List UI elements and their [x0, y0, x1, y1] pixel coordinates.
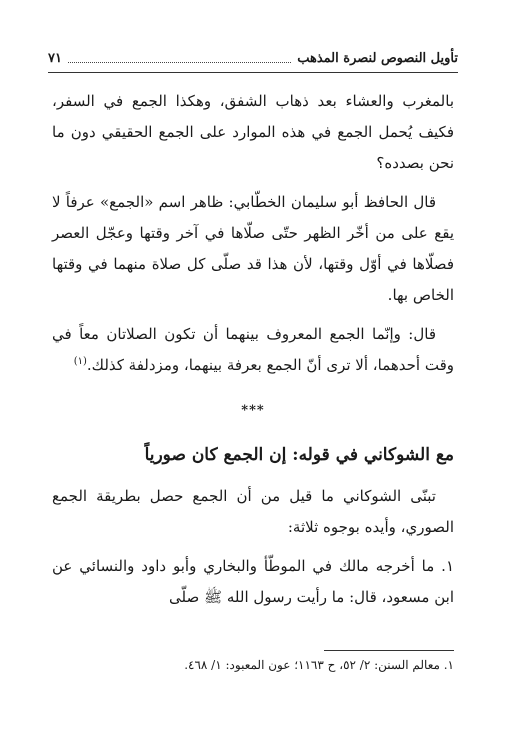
footnote-rule	[324, 650, 454, 651]
paragraph-1: بالمغرب والعشاء بعد ذهاب الشفق، وهكذا الجمع في السفر، فكيف يُحمل الجمع في هذه الموارد على الجمع الحقيقي دون ما نحن بصدده؟	[52, 92, 454, 172]
page-number: ٧١	[48, 50, 62, 66]
header-title: تأويل النصوص لنصرة المذهب	[297, 50, 458, 66]
paragraph-4: تبنّى الشوكاني ما قيل من أن الجمع حصل بطريقة الجمع الصوري، وأيده بوجوه ثلاثة:	[52, 487, 454, 536]
header-leader-dots	[68, 62, 291, 63]
paragraph-2: قال الحافظ أبو سليمان الخطّابي: ظاهر اسم «الجمع» عرفاً لا يقع على من أخّر الظهر حتّى صلّاها في آخر وقتها وعجّل العصر فصلّاها في أوّل وقتها، لأن هذا قد صلّى كل صلاة منهما في وقتها الخاص بها.	[52, 193, 454, 304]
paragraph-5: ١. ما أخرجه مالك في الموطّأ والبخاري وأبو داود والنسائي عن ابن مسعود، قال: ما رأيت رسول الله ﷺ صلّى	[52, 557, 454, 606]
header-rule	[48, 72, 458, 73]
main-text	[52, 86, 454, 613]
section-divider: ***	[241, 403, 265, 418]
footnote-reference[interactable]: (١)	[73, 356, 87, 367]
section-heading: مع الشوكاني في قوله: إن الجمع كان صورياً	[144, 445, 454, 465]
running-header	[48, 46, 458, 70]
paragraph-3	[52, 319, 454, 381]
footnote: ١. معالم السنن: ٢/ ٥٢، ح ١١٦٣؛ عون المعبود: ١/ ٤٦٨.	[184, 658, 454, 672]
paragraph-3-text: قال: وإنّما الجمع المعروف بينهما أن تكون الصلاتان معاً في وقت أحدهما، ألا ترى أنّ الجمع بعرفة بينهما، ومزدلفة كذلك.	[52, 325, 454, 374]
